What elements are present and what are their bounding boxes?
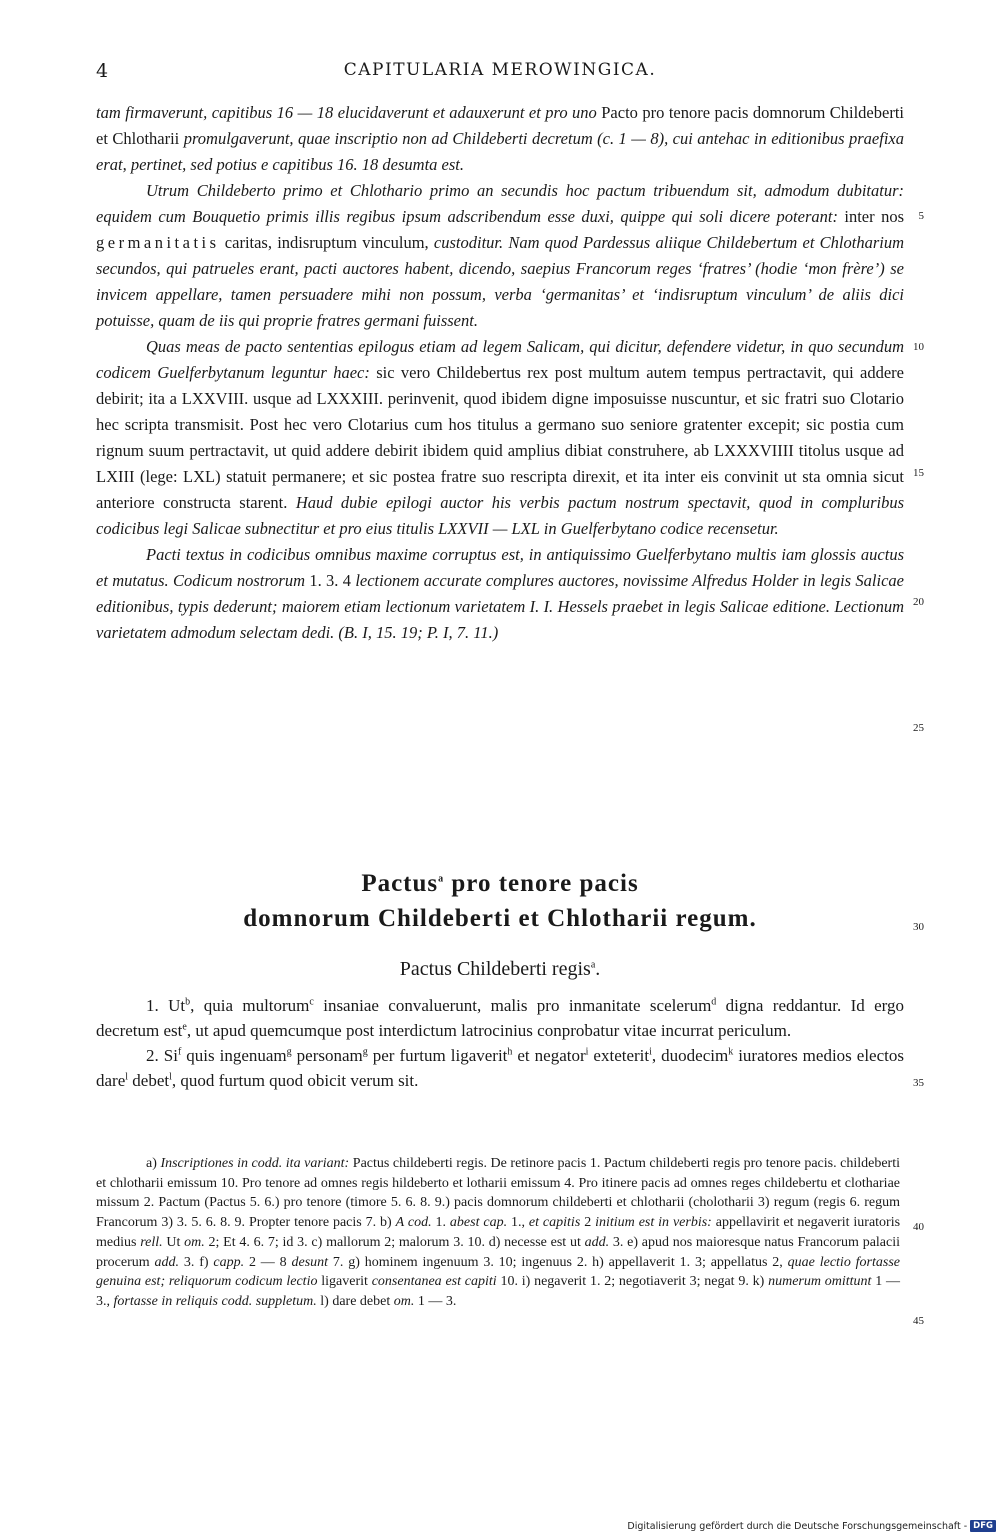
line-number-35: 35 [913, 1077, 924, 1089]
text-run: 1 — 3. [417, 1293, 457, 1309]
footnote-marker: k [728, 1046, 734, 1058]
text-run: digna reddantur. Id ergo decretum est [96, 996, 905, 1040]
italic-run: Inscriptiones in codd. ita variant: [160, 1156, 353, 1171]
heading-word-pactus: Pactus [361, 870, 439, 897]
text-run: 1. 3. 4 [309, 571, 356, 590]
italic-run: capp. [213, 1254, 249, 1270]
italic-run: initium est in verbis: [595, 1215, 716, 1231]
italic-run: et capitis [528, 1215, 585, 1231]
italic-run: Pacti textus in codicibus omnibus maxime corruptus est, in antiquissimo Guelferbytano multis iam glossis auctus et mutatus. Codicum nostrorum [96, 545, 904, 590]
italic-run: fortasse in reliquis codd. suppletum. [113, 1293, 317, 1309]
italic-run: desunt [291, 1254, 333, 1270]
introduction [96, 100, 904, 646]
text-run: 1. Ut [146, 996, 186, 1015]
italic-run: abest cap. [449, 1215, 511, 1231]
footnote-marker: g [362, 1046, 368, 1058]
chapter-2 [96, 1043, 904, 1093]
running-header [96, 60, 904, 84]
italic-run: add. [584, 1234, 613, 1250]
text-run: per furtum ligaverit [367, 1046, 508, 1065]
heading-footnote-marker: a [438, 873, 445, 885]
footnote-marker: f [177, 1046, 182, 1058]
footnote-marker: b [185, 996, 191, 1008]
line-number-30: 30 [913, 921, 924, 933]
text-run: caritas, indisruptum vinculum, [219, 233, 434, 252]
text-run: , duodecim [651, 1046, 729, 1065]
footnote-marker: i [585, 1046, 589, 1058]
text-run: insaniae convaluerunt, malis pro inmanitate scelerum [313, 996, 712, 1015]
line-number-45: 45 [913, 1315, 924, 1327]
intro-paragraph-3 [96, 334, 904, 542]
text-run: quis ingenuam [181, 1046, 287, 1065]
text-run: 2; Et 4. 6. 7; id 3. c) mallorum 2; malorum 3. 10. d) necesse est ut [208, 1234, 585, 1250]
italic-run: A cod. [395, 1215, 436, 1231]
text-run: 7. g) hominem ingenuum 3. 10; ingenuus 2. h) appellaverit 1. 3; appellatus 2, [332, 1254, 788, 1270]
text-run: 10. i) negaverit 1. 2; negotiaverit 3; negat 9. k) [500, 1274, 769, 1290]
text-run: inter nos [844, 207, 904, 226]
spaced-run: germanitatis [96, 233, 220, 252]
footnote-marker: g [286, 1046, 292, 1058]
text-run: personam [291, 1046, 363, 1065]
italic-run: Haud dubie epilogi auctor his verbis pactum nostrum spectavit, quod in compluribus codicibus legi Salicae subnectitur et pro eius titulis LXXVII — LXL in Guelferbytano codice recensetur. [96, 493, 905, 538]
text-run: et negator [512, 1046, 586, 1065]
italic-run: add. [154, 1254, 184, 1270]
italic-run: numerum omittunt [768, 1274, 876, 1290]
line-number-5: 5 [918, 210, 924, 222]
chapter-1 [96, 993, 904, 1043]
text-run: exteterit [588, 1046, 650, 1065]
italic-run: quae lectio fortasse genuina est; reliquorum codicum lectio [96, 1254, 901, 1290]
text-run: Pacto pro tenore pacis domnorum Childeberti et Chlotharii [96, 103, 904, 148]
subheading [96, 958, 904, 981]
footnote-marker: i [649, 1046, 652, 1058]
subheading-end: . [595, 958, 601, 980]
text-run: sic vero Childebertus rex post multum autem tempus pertractavit, qui addere debirit; ita a LXXVIII. usque ad LXXXIII. perinvenit, quod ibidem digne imposuisse nuscuntur, et sic fratri suo Clotario hec scripta transmisit. Post hec vero Clotarius cum hos titulus a germano suo seniore gratenter excepit; sic postia cum rignum suum pertractavit, ut quid addere debirit ibidem quid amplius dibiat construhere, ab LXXXVIIII titolus usque ad LXIII (lege: LXL) statuit permanere; et sic postea fratre suo rescripta direxit, et ita inter eis convinit ut sta omnia sicut anteriore constructa starent. [96, 363, 904, 512]
text-run: iuratores medios electos dare [96, 1046, 904, 1090]
text-run: 3. f) [183, 1254, 214, 1270]
dfg-logo: DFG [970, 1520, 996, 1532]
italic-run: om. [393, 1293, 418, 1309]
italic-run: custoditur. Nam quod Pardessus aliique Childebertum et Chlotharium secundos, qui patrueles erant, pacti auctores habent, dicendo, saepius Francorum reges ‘fratres’ (hodie ‘mon frère’) se invicem appellare, tamen persuadere mihi non possum, verba ‘germanitas’ et ‘indisruptum vinculum’ de aliis dici potuisse, quam de iis qui proprie fratres germani fuissent. [96, 233, 904, 330]
line-number-15: 15 [913, 467, 924, 479]
footnote-block [96, 1154, 900, 1312]
text-run: , quod furtum quod obicit verum sit. [171, 1071, 419, 1090]
italic-run: Quas meas de pacto sententias epilogus etiam ad legem Salicam, qui dicitur, defendere videtur, in quo secundum codicem Guelferbytanum leguntur haec: [96, 337, 904, 382]
text-run: Ut [166, 1234, 185, 1250]
intro-paragraph-2 [96, 178, 904, 334]
footnote-marker: d [711, 996, 717, 1008]
text-run: 1. [435, 1215, 450, 1231]
line-number-25: 25 [913, 722, 924, 734]
text-run: a) [146, 1156, 161, 1171]
section-heading-line-2: domnorum Childeberti et Chlotharii regum. [243, 905, 757, 932]
text-run: , ut apud quemcumque post interdictum latrocinius conprobatur vitae incurrat periculum. [186, 1021, 792, 1040]
footnote-marker: h [507, 1046, 513, 1058]
italic-run: tam firmaverunt, capitibus 16 — 18 elucidaverunt et adauxerunt et pro uno [96, 103, 602, 122]
line-number-20: 20 [913, 596, 924, 608]
intro-paragraph-4 [96, 542, 904, 646]
italic-run: (B. I, 15. 19; P. I, 7. 11.) [338, 623, 499, 642]
text-run: l) dare debet [316, 1293, 394, 1309]
footnote-marker: l [169, 1071, 172, 1083]
italic-run: rell. [140, 1234, 167, 1250]
italic-run: om. [184, 1234, 209, 1250]
subheading-footnote-marker: a [590, 959, 596, 971]
footnote-marker: e [182, 1021, 187, 1033]
text-run: 2 [584, 1215, 596, 1231]
footer-text: Digitalisierung gefördert durch die Deutsche Forschungsgemeinschaft - [627, 1520, 968, 1532]
footnote-marker: l [125, 1071, 129, 1083]
line-number-10: 10 [913, 341, 924, 353]
italic-run: consentanea est capiti [371, 1274, 501, 1290]
text-run: Pactus childeberti regis. De retinore pacis 1. Pactum childeberti regis pro tenore pacis. childeberti et chlotharii emissum 10. Pro tenore ad omnes regis hildeberto et lotharii emissum 4. Pro itinere pacis ad omnes reges childebertu et clothariae missum 2. Pactum (Pactus 5. 6.) pro tenore (timore 5. 6. 8. 9.) pacis domnorum childeberti et chlotharii (cholotharii 3) regum (regis 6. regum Francorum 3) 3. 5. 6. 8. 9. Propter tenore pacis 7. b) [96, 1156, 900, 1231]
italic-run: Utrum Childeberto primo et Chlothario primo an secundis hoc pactum tribuendum sit, admodum dubitatur: equidem cum Bouquetio primis illis regibus ipsum adscribendum esse duxi, quippe qui soli dicere poterant: [96, 181, 904, 226]
text-run: 2 — 8 [248, 1254, 292, 1270]
footnote-marker: c [309, 996, 314, 1008]
text-run: appellavirit et negaverit iuratoris medius [96, 1215, 901, 1250]
text-run: debet [128, 1071, 170, 1090]
pact-text [96, 993, 904, 1093]
text-run: 1 — 3., [96, 1274, 900, 1309]
heading-line-1-rest: pro tenore pacis [444, 870, 639, 897]
running-title: CAPITULARIA MEROWINGICA. [343, 60, 657, 80]
intro-paragraph-1 [96, 100, 904, 178]
digitization-footer [627, 1520, 996, 1532]
text-run: 3. e) apud nos maioresque natus Francorum palacii procerum [96, 1234, 901, 1270]
footnotes [96, 1154, 900, 1312]
italic-run: promulgaverunt, quae inscriptio non ad Childeberti decretum (c. 1 — 8), cui antehac in editionibus praefixa erat, pertinet, sed potius e capitibus 16. 18 desumta est. [96, 129, 904, 174]
text-run: 2. Si [146, 1046, 178, 1065]
text-run: , quia multorum [190, 996, 310, 1015]
line-number-40: 40 [913, 1221, 924, 1233]
text-run: ligaverit [321, 1274, 372, 1290]
subheading-text: Pactus Childeberti regis [399, 958, 591, 980]
text-run: 1., [511, 1215, 529, 1231]
italic-run: lectionem accurate complures auctores, novissime Alfredus Holder in legis Salicae editionibus, typis dederunt; maiorem etiam lectionum varietatem I. I. Hessels praebet in legis Salicae editione. Lectionum varietatem admodum selectam dedi. [96, 571, 904, 642]
page-number: 4 [96, 60, 109, 82]
section-heading-line-1 [96, 870, 904, 898]
